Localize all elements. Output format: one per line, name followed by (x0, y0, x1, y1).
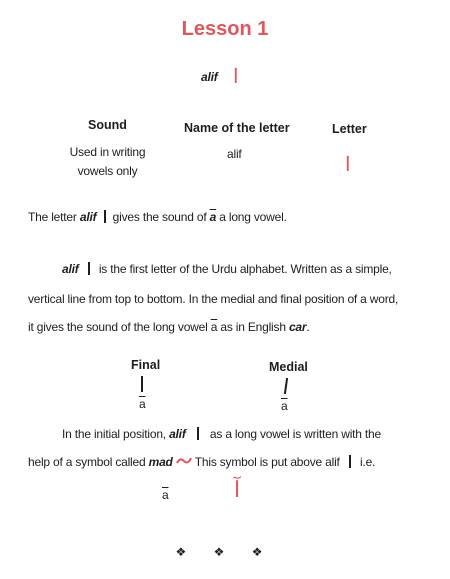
para3-mad-word: mad (148, 455, 173, 469)
para3-line2-after: This symbol is put above alif (194, 455, 340, 469)
table-letter-glyph: ا (345, 152, 351, 176)
para2-line3-mid: as in English (220, 320, 286, 334)
example-alif-mad-glyph: آ (234, 478, 241, 503)
table-header-sound: Sound (88, 118, 127, 132)
table-header-name: Name of the letter (184, 121, 290, 135)
para3-line2 (28, 455, 375, 469)
example-sound: $\overline{a}$ (162, 488, 169, 502)
para2-line3: it gives the sound of the long vowel $\overline{a}$ as in English car. (28, 320, 310, 334)
form-medial-label: Medial (269, 360, 308, 374)
para1-mid: gives the sound of (112, 210, 207, 224)
para3-line1-before: In the initial position, (62, 427, 166, 441)
para3-alif-name: alif (169, 427, 186, 441)
para2-alif-name: alif (62, 262, 79, 276)
para3-alif-glyph (197, 427, 199, 440)
table-header-letter: Letter (332, 122, 367, 136)
form-medial-glyph (284, 378, 288, 394)
form-final-label: Final (131, 358, 161, 372)
para2-line3-before: it gives the sound of the long vowel (28, 320, 208, 334)
para1 (28, 210, 287, 224)
para1-alif-glyph (104, 210, 106, 223)
ornament-divider: ❖ ❖ ❖ (175, 545, 275, 559)
table-sound-line2: vowels only (77, 164, 138, 178)
para1-alif-name: alif (79, 210, 97, 224)
para3-line2-alif-glyph (349, 455, 351, 468)
heading-alif-glyph: ا (233, 64, 239, 88)
para1-after: a long vowel. (219, 210, 287, 224)
para2-line1 (62, 262, 392, 276)
form-final-sound: $\overline{a}$ (139, 397, 146, 411)
para3-line1-after: as a long vowel is written with the (209, 427, 381, 441)
form-medial-sound: $\overline{a}$ (281, 399, 288, 413)
mad-symbol-icon (176, 456, 192, 465)
para3-line2-before: help of a symbol called (28, 455, 146, 469)
para1-before: The letter (28, 210, 77, 224)
form-final-glyph (141, 376, 143, 392)
para2-line2: vertical line from top to bottom. In the medial and final position of a word, (28, 292, 399, 306)
table-name-value: alif (227, 147, 242, 161)
table-sound-line1: Used in writing (69, 145, 146, 159)
para1-sound: $\overline{a}$ (209, 210, 217, 224)
para2-line1-text: is the first letter of the Urdu alphabet. Written as a simple, (98, 262, 392, 276)
para2-alif-glyph (88, 262, 90, 275)
lesson-title: Lesson 1 (181, 18, 269, 40)
para3-line1 (62, 427, 381, 441)
para2-line3-sound: $\overline{a}$ (210, 320, 218, 334)
heading-name: alif (201, 70, 218, 84)
para3-line2-end: i.e. (359, 455, 376, 469)
para2-line3-word: car (288, 320, 307, 334)
